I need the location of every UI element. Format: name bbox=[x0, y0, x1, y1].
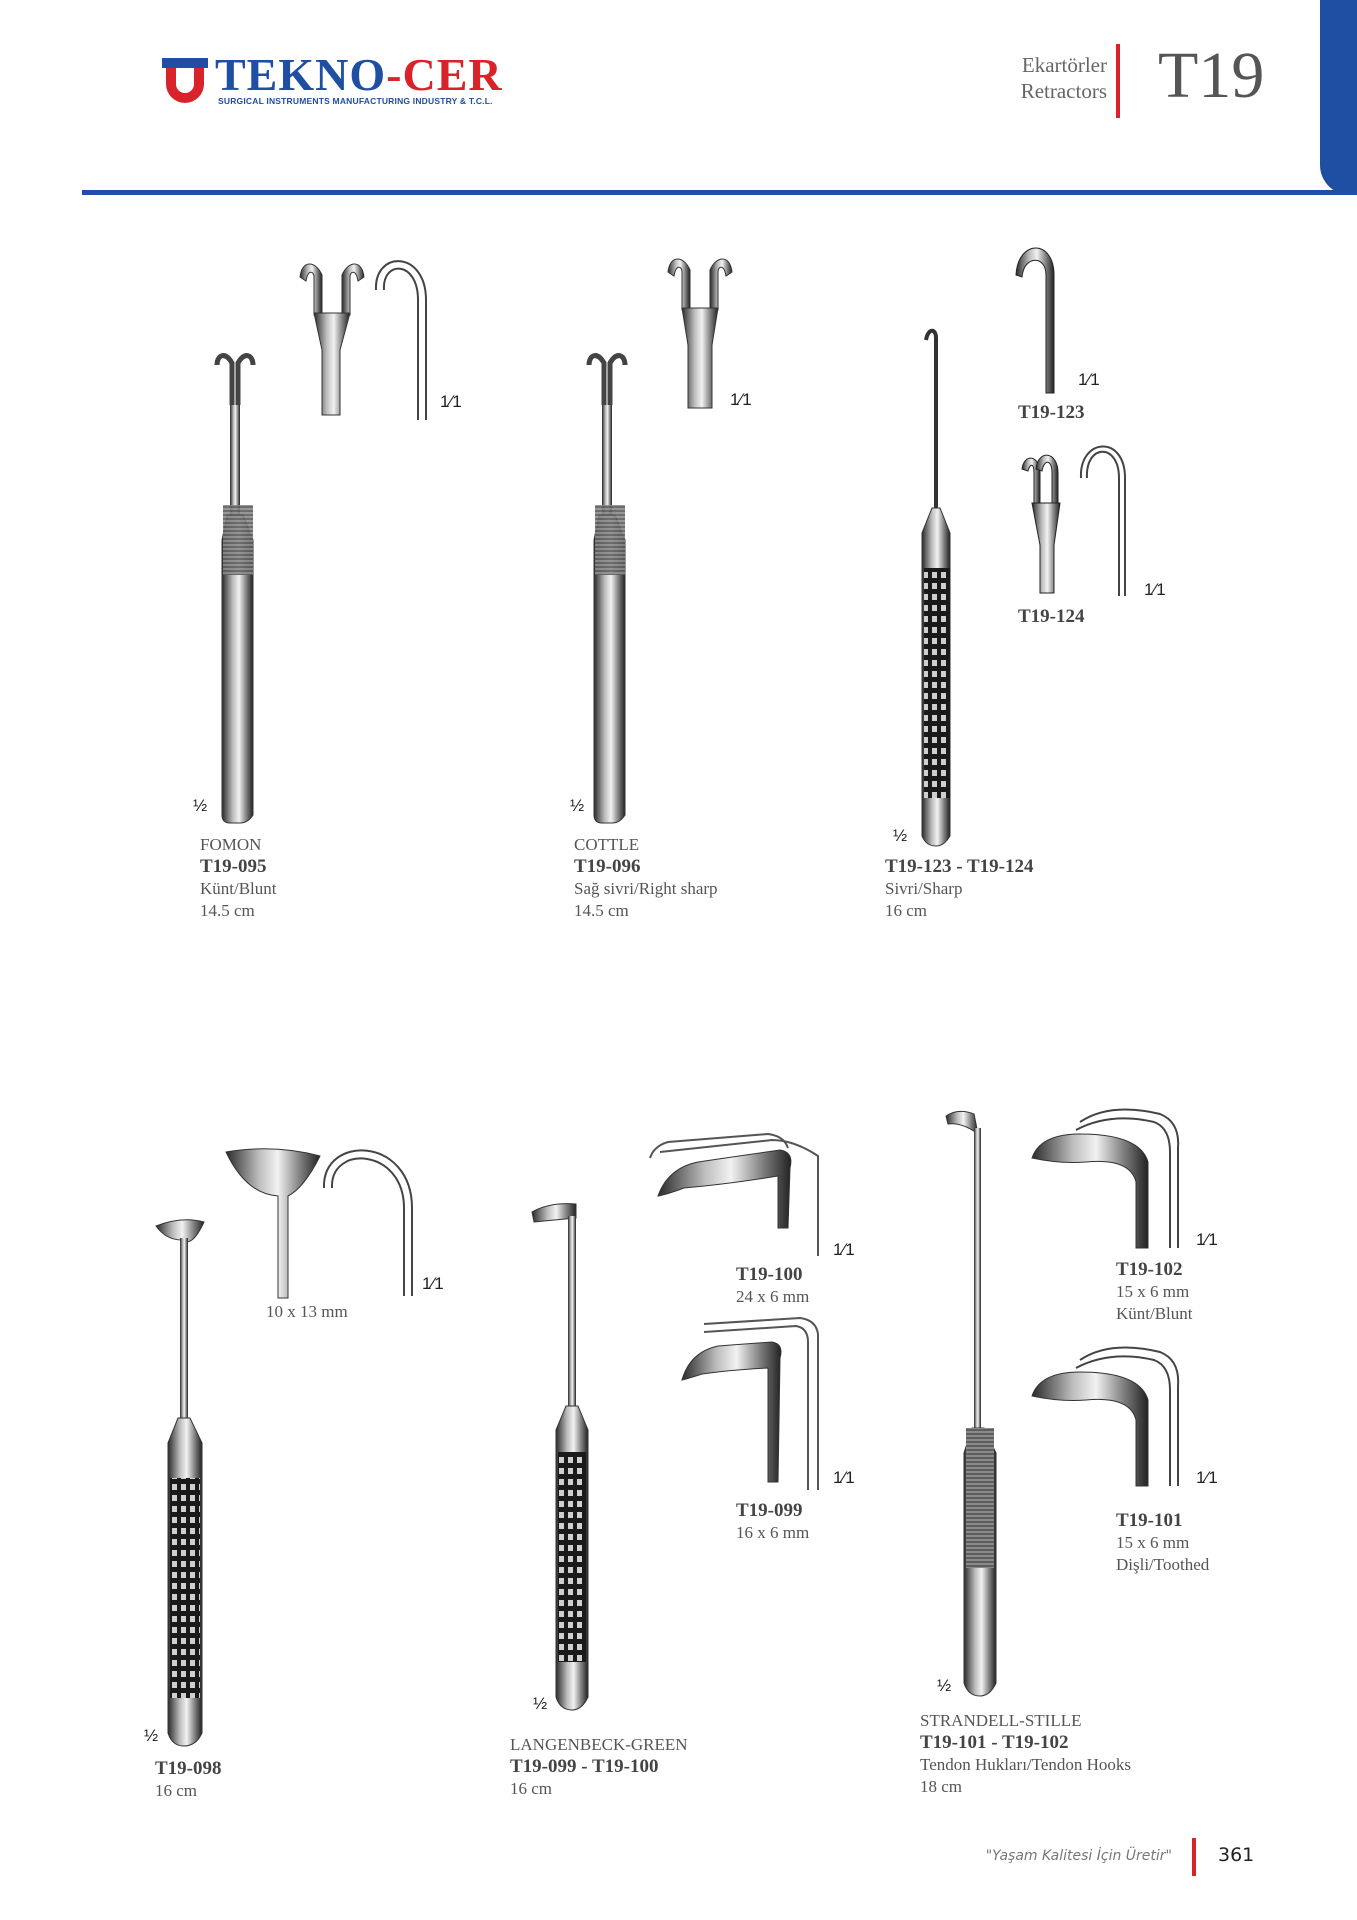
cottle-retractor-image bbox=[577, 345, 637, 825]
category-divider bbox=[1116, 44, 1120, 118]
product-name: LANGENBECK-GREEN bbox=[510, 1735, 688, 1754]
brand-name: TEKNO-CER bbox=[215, 49, 503, 100]
product-size: 14.5 cm bbox=[574, 901, 629, 920]
scale-half-label: ½ bbox=[193, 796, 208, 815]
product-size: 14.5 cm bbox=[200, 901, 255, 920]
scale-full-label: 1⁄1 bbox=[1196, 1468, 1218, 1487]
spoon-tip-detail-image bbox=[224, 1148, 324, 1298]
product-size: 16 cm bbox=[510, 1779, 553, 1798]
spoon-retractor-image bbox=[152, 1218, 222, 1748]
product-desc: Sivri/Sharp bbox=[885, 879, 963, 898]
product-caption-t19-095 bbox=[200, 834, 277, 922]
tekno-cer-logo-icon bbox=[160, 54, 210, 104]
fomon-profile-detail-image bbox=[378, 260, 438, 420]
category-code: T19 bbox=[1158, 39, 1265, 112]
product-caption-t19-123-124 bbox=[885, 856, 1033, 922]
product-code: T19-099 - T19-100 bbox=[510, 1756, 659, 1777]
langenbeck-green-retractor-image bbox=[530, 1202, 600, 1712]
product-code: T19-096 bbox=[574, 856, 641, 877]
fomon-tip-detail-image bbox=[272, 255, 382, 420]
detail-label-t19-100: T19-100 24 x 6 mm bbox=[736, 1264, 810, 1306]
t19-100-tip-detail-image bbox=[648, 1128, 828, 1258]
scale-full-label: 1⁄1 bbox=[833, 1468, 855, 1487]
category-tr: Ekartörler bbox=[1021, 53, 1107, 77]
product-code: T19-123 - T19-124 bbox=[885, 856, 1034, 877]
product-name: FOMON bbox=[200, 835, 262, 854]
scale-full-label: 1⁄1 bbox=[1144, 580, 1166, 599]
product-size: 16 cm bbox=[885, 901, 928, 920]
product-code: T19-098 bbox=[155, 1758, 222, 1779]
detail-label-t19-123: T19-123 bbox=[1018, 402, 1085, 423]
t19-124-profile-detail-image bbox=[1085, 448, 1135, 598]
t19-099-tip-detail-image bbox=[680, 1312, 830, 1492]
detail-label-t19-124: T19-124 bbox=[1018, 606, 1085, 627]
scale-full-label: 1⁄1 bbox=[730, 390, 752, 409]
header-rule bbox=[82, 190, 1357, 195]
scale-half-label: ½ bbox=[893, 826, 908, 845]
spoon-profile-detail-image bbox=[330, 1148, 420, 1298]
product-name: STRANDELL-STILLE bbox=[920, 1711, 1082, 1730]
scale-full-label: 1⁄1 bbox=[1196, 1230, 1218, 1249]
scale-full-label: 1⁄1 bbox=[440, 392, 462, 411]
page-number: 361 bbox=[1218, 1844, 1255, 1866]
product-caption-t19-099-100 bbox=[510, 1734, 688, 1800]
scale-half-label: ½ bbox=[533, 1694, 548, 1713]
footer-quote: "Yaşam Kalitesi İçin Üretir" bbox=[985, 1848, 1172, 1864]
product-caption-t19-101-102 bbox=[920, 1710, 1131, 1798]
product-name: COTTLE bbox=[574, 835, 640, 854]
scale-full-label: 1⁄1 bbox=[422, 1274, 444, 1293]
scale-full-label: 1⁄1 bbox=[833, 1240, 855, 1259]
fomon-retractor-image bbox=[205, 345, 265, 825]
product-code: T19-101 - T19-102 bbox=[920, 1732, 1069, 1753]
product-caption-t19-098 bbox=[155, 1758, 222, 1802]
t19-102-tip-detail-image bbox=[1030, 1108, 1200, 1253]
product-size: 18 cm bbox=[920, 1777, 963, 1796]
category-en: Retractors bbox=[1020, 79, 1107, 103]
detail-label-t19-102: T19-102 15 x 6 mm Künt/Blunt bbox=[1116, 1259, 1193, 1323]
footer-divider bbox=[1192, 1838, 1196, 1876]
product-size: 16 cm bbox=[155, 1781, 198, 1800]
scale-half-label: ½ bbox=[937, 1676, 952, 1695]
product-desc: Tendon Hukları/Tendon Hooks bbox=[920, 1755, 1132, 1774]
header-blue-tab bbox=[1320, 0, 1357, 195]
sharp-hook-retractor-image bbox=[912, 328, 962, 848]
category-title bbox=[1021, 52, 1107, 104]
t19-101-tip-detail-image bbox=[1030, 1346, 1200, 1491]
brand-subtitle: SURGICAL INSTRUMENTS MANUFACTURING INDUSTRY & T.C.L. bbox=[218, 96, 493, 106]
scale-half-label: ½ bbox=[144, 1726, 159, 1745]
product-desc: Sağ sivri/Right sharp bbox=[574, 879, 718, 898]
scale-half-label: ½ bbox=[570, 796, 585, 815]
product-desc: Künt/Blunt bbox=[200, 879, 277, 898]
detail-label-t19-099: T19-099 16 x 6 mm bbox=[736, 1500, 810, 1542]
scale-full-label: 1⁄1 bbox=[1078, 370, 1100, 389]
t19-123-tip-detail-image bbox=[1010, 245, 1080, 395]
strandell-stille-hook-image bbox=[944, 1108, 1014, 1698]
detail-dim-t19-098: 10 x 13 mm bbox=[266, 1302, 348, 1321]
detail-label-t19-101: T19-101 15 x 6 mm Dişli/Toothed bbox=[1116, 1510, 1210, 1574]
product-caption-t19-096 bbox=[574, 834, 718, 922]
product-code: T19-095 bbox=[200, 856, 267, 877]
